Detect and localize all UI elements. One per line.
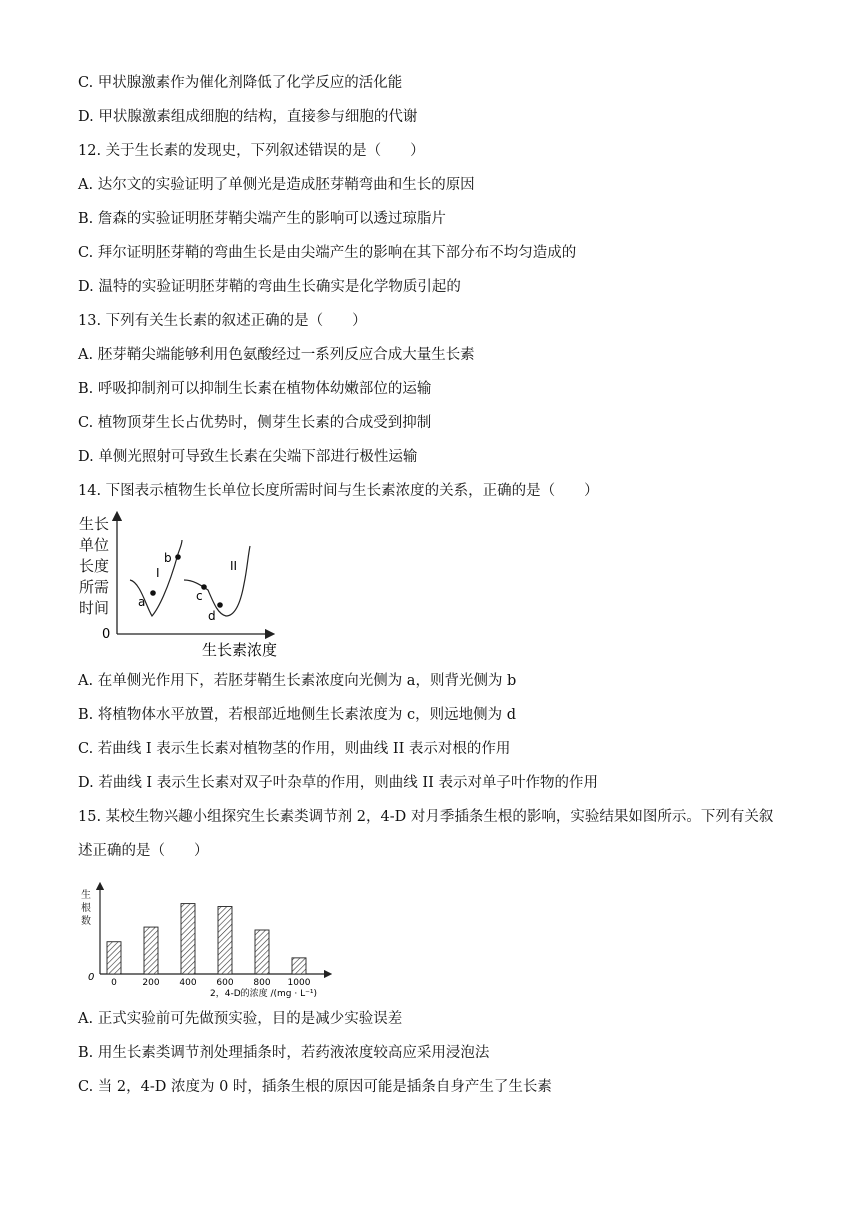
line-q14-d: D. 若曲线 I 表示生长素对双子叶杂草的作用，则曲线 II 表示对单子叶作物的作用 <box>78 775 598 791</box>
line-q14-b: B. 将植物体水平放置，若根部近地侧生长素浓度为 c，则远地侧为 d <box>78 707 516 723</box>
bar-1000 <box>292 958 306 974</box>
point-a-label: a <box>138 595 146 609</box>
question-13-stem: 13. 下列有关生长素的叙述正确的是（ ） <box>78 313 367 329</box>
svg-text:时间: 时间 <box>79 599 110 617</box>
point-a <box>150 590 156 596</box>
y-axis-label <box>81 888 91 927</box>
line-q13-c: C. 植物顶芽生长占优势时，侧芽生长素的合成受到抑制 <box>78 415 432 431</box>
line-q15-b: B. 用生长素类调节剂处理插条时，若药液浓度较高应采用浸泡法 <box>78 1045 490 1061</box>
bar-0 <box>107 942 121 974</box>
question-14-stem: 14. 下图表示植物生长单位长度所需时间与生长素浓度的关系，正确的是（ ） <box>78 483 599 499</box>
y-axis-label <box>79 515 109 617</box>
line-q15-a: A. 正式实验前可先做预实验，目的是减少实验误差 <box>78 1011 403 1027</box>
svg-text:生长: 生长 <box>79 515 110 533</box>
line-q11-d: D. 甲状腺激素组成细胞的结构，直接参与细胞的代谢 <box>78 109 418 125</box>
bar-400 <box>181 904 195 974</box>
curve-2 <box>184 546 250 616</box>
x-axis-label: 生长素浓度 <box>202 641 278 659</box>
point-d <box>217 602 223 608</box>
figure-15-bar-chart <box>74 878 336 1002</box>
svg-text:根: 根 <box>81 903 91 914</box>
x-tick-label-600: 600 <box>216 978 234 988</box>
svg-text:数: 数 <box>81 916 91 927</box>
x-axis-label: 2，4-D的浓度 /(mg · L⁻¹) <box>210 989 317 999</box>
curve-1-label: I <box>156 566 160 580</box>
line-q14-a: A. 在单侧光作用下，若胚芽鞘生长素浓度向光侧为 a，则背光侧为 b <box>78 673 517 689</box>
bar-800 <box>255 930 269 974</box>
line-q13-b: B. 呼吸抑制剂可以抑制生长素在植物体幼嫩部位的运输 <box>78 381 432 397</box>
point-d-label: d <box>208 609 216 623</box>
line-q12-a: A. 达尔文的实验证明了单侧光是造成胚芽鞘弯曲和生长的原因 <box>78 177 475 193</box>
bar-200 <box>144 927 158 974</box>
line-q11-c: C. 甲状腺激素作为催化剂降低了化学反应的活化能 <box>78 75 403 91</box>
svg-text:生: 生 <box>81 890 91 901</box>
line-q12-b: B. 詹森的实验证明胚芽鞘尖端产生的影响可以透过琼脂片 <box>78 211 446 227</box>
x-tick-label-0: 0 <box>111 978 117 988</box>
origin-label: 0 <box>88 972 95 983</box>
x-tick-label-400: 400 <box>179 978 197 988</box>
x-tick-label-200: 200 <box>142 978 160 988</box>
bar-600 <box>218 907 232 974</box>
question-15-stem: 15. 某校生物兴趣小组探究生长素类调节剂 2，4-D 对月季插条生根的影响，实验结果如图所示。下列有关叙述正确的是（ ） <box>78 809 774 859</box>
svg-text:所需: 所需 <box>79 578 110 596</box>
line-q13-d: D. 单侧光照射可导致生长素在尖端下部进行极性运输 <box>78 449 418 465</box>
curve-2-label: II <box>230 559 238 573</box>
svg-text:长度: 长度 <box>79 557 110 575</box>
line-q12-d: D. 温特的实验证明胚芽鞘的弯曲生长确实是化学物质引起的 <box>78 279 461 295</box>
point-b-label: b <box>164 551 172 565</box>
svg-text:单位: 单位 <box>79 536 110 554</box>
x-tick-label-1000: 1000 <box>287 978 311 988</box>
line-q15-c: C. 当 2，4-D 浓度为 0 时，插条生根的原因可能是插条自身产生了生长素 <box>78 1079 552 1095</box>
point-b <box>175 554 181 560</box>
x-tick-label-800: 800 <box>253 978 271 988</box>
line-q12-c: C. 拜尔证明胚芽鞘的弯曲生长是由尖端产生的影响在其下部分布不均匀造成的 <box>78 245 577 261</box>
line-q14-c: C. 若曲线 I 表示生长素对植物茎的作用，则曲线 II 表示对根的作用 <box>78 741 511 757</box>
figure-14 <box>74 510 289 662</box>
origin-label: 0 <box>102 627 111 642</box>
point-c-label: c <box>196 589 203 603</box>
question-12-stem: 12. 关于生长素的发现史，下列叙述错误的是（ ） <box>78 143 425 159</box>
line-q13-a: A. 胚芽鞘尖端能够利用色氨酸经过一系列反应合成大量生长素 <box>78 347 475 363</box>
